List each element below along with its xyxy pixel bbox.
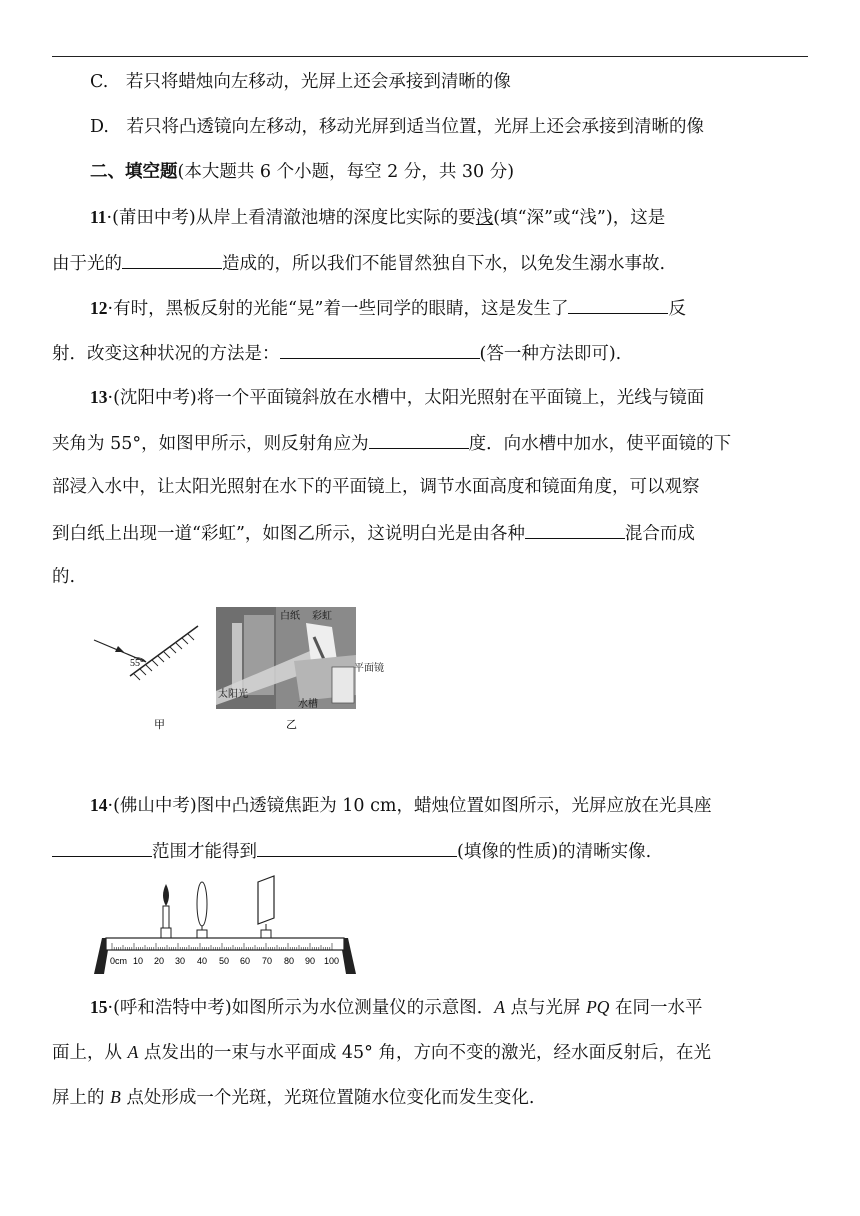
ruler-label-30: 30 <box>175 956 186 966</box>
q15-point-a: A <box>494 997 505 1017</box>
q12-blank1 <box>568 295 668 314</box>
q14-text1: 图中凸透镜焦距为 10 cm，蜡烛位置如图所示，光屏应放在光具座 <box>196 796 712 816</box>
ruler-label-20: 20 <box>154 956 165 966</box>
mirror <box>130 626 198 680</box>
ruler-label-60: 60 <box>240 956 251 966</box>
label-rainbow: 彩虹 <box>312 611 332 622</box>
q13-l2b: 度．向水槽中加水，使平面镜的下 <box>468 434 732 454</box>
ruler-label-0: 0cm <box>110 956 128 966</box>
section-title: 二、填空题 <box>90 162 178 182</box>
ruler-label-40: 40 <box>197 956 208 966</box>
ruler-label-50: 50 <box>219 956 230 966</box>
ruler-label-10: 10 <box>133 956 144 966</box>
q15-source: ·(呼和浩特中考) <box>107 998 232 1018</box>
q14-blank2 <box>257 838 457 857</box>
convex-lens <box>197 882 207 938</box>
q14-source: ·(佛山中考) <box>107 796 197 816</box>
q11-text2: (填“深”或“浅”)，这是 <box>493 208 666 228</box>
optical-bench <box>92 874 362 978</box>
q12-line2 <box>52 340 812 366</box>
ruler-label-80: 80 <box>284 956 295 966</box>
ruler-label-100: 100 <box>324 956 340 966</box>
q13-line1 <box>90 385 850 410</box>
q13-number: 13 <box>90 387 108 407</box>
q15-line3 <box>52 1085 812 1110</box>
label-mirror: 平面镜 <box>354 663 384 674</box>
option-d: D. 若只将凸透镜向左移动，移动光屏到适当位置，光屏上还会承接到清晰的像 <box>90 117 704 137</box>
q11-l2b: 造成的，所以我们不能冒然独自下水，以免发生溺水事故. <box>222 254 666 274</box>
q13-text1: 将一个平面镜斜放在水槽中，太阳光照射在平面镜上，光线与镜面 <box>196 388 705 408</box>
label-paper: 白纸 <box>280 611 300 622</box>
q12-l2b: (答一种方法即可). <box>479 344 622 364</box>
q11-number: 11 <box>90 207 107 227</box>
q11-source: ·(莆田中考) <box>106 208 196 228</box>
q14-l2b: 范围才能得到 <box>152 842 257 862</box>
light-screen <box>258 876 274 938</box>
q13-line4 <box>52 520 812 546</box>
q15-l2a: 面上，从 <box>52 1043 128 1063</box>
q13-l4a: 到白纸上出现一道“彩虹”，如图乙所示，这说明白光是由各种 <box>52 524 525 544</box>
q12-l2a: 射．改变这种状况的方法是： <box>52 344 280 364</box>
bench-rail <box>106 938 344 950</box>
figure-yi <box>214 605 394 735</box>
ruler-label-70: 70 <box>262 956 273 966</box>
q13-blank1 <box>369 430 469 449</box>
q15-point-a-2: A <box>127 1042 139 1062</box>
q11-line1 <box>90 205 850 230</box>
q15-l3b: 点处形成一个光斑，光斑位置随水位变化而发生变化. <box>120 1088 535 1108</box>
q13-source: ·(沈阳中考) <box>107 388 197 408</box>
option-c: C. 若只将蜡烛向左移动，光屏上还会承接到清晰的像 <box>90 72 511 92</box>
q14-number: 14 <box>90 795 108 815</box>
q11-line2 <box>52 250 812 276</box>
q15-line2 <box>52 1040 812 1065</box>
q13-l2a: 夹角为 55°，如图甲所示，则反射角应为 <box>52 434 369 454</box>
q15-screen-pq: PQ <box>586 997 610 1017</box>
q12-blank2 <box>280 340 480 359</box>
q14-l2c: (填像的性质)的清晰实像. <box>457 842 652 862</box>
section-heading <box>90 160 850 184</box>
header-rule <box>52 56 808 57</box>
caption-jia: 甲 <box>154 718 165 731</box>
q15-l2b: 点发出的一束与水平面成 45° 角，方向不变的激光，经水面反射后，在光 <box>138 1043 711 1063</box>
q12-line1 <box>90 295 850 321</box>
candle <box>161 884 171 938</box>
q13-blank2 <box>525 520 625 539</box>
q14-line2 <box>52 838 812 864</box>
q11-l2a: 由于光的 <box>52 254 122 274</box>
q15-text1b: 点与光屏 <box>504 998 587 1018</box>
q13-line3: 部浸入水中，让太阳光照射在水下的平面镜上，调节水面高度和镜面角度，可以观察 <box>52 477 700 497</box>
q13-line2 <box>52 430 812 456</box>
q12-text1: ·有时，黑板反射的光能“晃”着一些同学的眼睛，这是发生了 <box>107 299 569 319</box>
plane-mirror <box>332 667 354 703</box>
q11-answer: 浅 <box>475 208 494 228</box>
q12-text2: 反 <box>668 299 686 319</box>
section-note: (本大题共 6 个小题，每空 2 分，共 30 分) <box>177 162 515 182</box>
label-tank: 水槽 <box>298 699 318 710</box>
ruler-label-90: 90 <box>305 956 316 966</box>
q14-line1 <box>90 793 850 818</box>
angle-label: 55° <box>130 658 144 669</box>
q13-line5: 的. <box>52 567 76 587</box>
figure-jia <box>88 618 208 733</box>
q15-point-b: B <box>110 1087 121 1107</box>
q11-text1: 从岸上看清澈池塘的深度比实际的要 <box>195 208 476 228</box>
q14-blank1 <box>52 838 152 857</box>
q15-l3a: 屏上的 <box>52 1088 111 1108</box>
q15-line1 <box>90 995 850 1020</box>
label-sunlight: 太阳光 <box>218 689 248 700</box>
q12-number: 12 <box>90 298 108 318</box>
q11-blank <box>122 250 222 269</box>
q15-number: 15 <box>90 997 108 1017</box>
q15-text1a: 如图所示为水位测量仪的示意图． <box>231 998 495 1018</box>
caption-yi: 乙 <box>286 718 297 731</box>
q13-l4b: 混合而成 <box>624 524 695 544</box>
q15-text1c: 在同一水平 <box>609 998 703 1018</box>
